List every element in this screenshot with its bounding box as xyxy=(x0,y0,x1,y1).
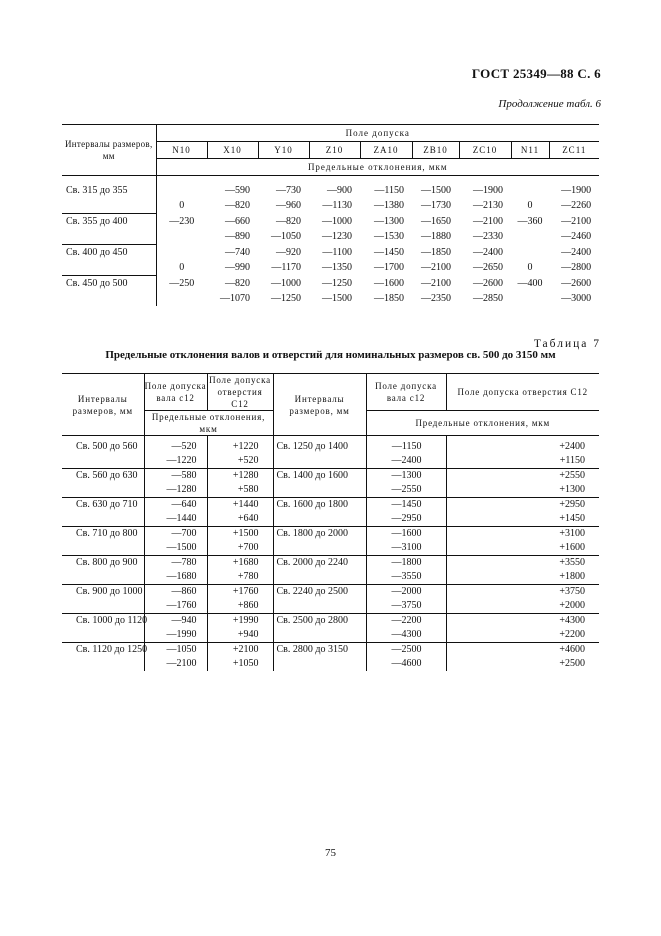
table-row xyxy=(62,599,599,614)
interval-label: Св. 1120 до 1250 xyxy=(62,643,144,658)
deviation-cell-za10: —1530 xyxy=(374,231,404,243)
hole-C12-header: Поле допуска отверстия С12 xyxy=(446,374,599,411)
table-row xyxy=(62,440,599,454)
hole-C12-value: +1990 xyxy=(207,614,273,629)
shaft-c12-value: —3100 xyxy=(366,541,446,556)
shaft-c12-value: —2950 xyxy=(366,512,446,527)
interval-label xyxy=(62,541,144,556)
deviation-cell-n11: 0 xyxy=(527,200,533,212)
table-continuation-note: Продолжение табл. 6 xyxy=(498,98,601,110)
hole-C12-value: +1440 xyxy=(207,498,273,513)
deviation-cell-zb10: —2100 xyxy=(421,277,451,289)
deviation-cell-za10: —1450 xyxy=(374,246,404,258)
interval-label xyxy=(62,628,144,643)
interval-label: Св. 2800 до 3150 xyxy=(273,643,366,658)
table-7-label: Таблица 7 xyxy=(533,338,601,350)
table-row xyxy=(62,198,599,214)
deviation-cell-zb10: —2350 xyxy=(421,293,451,304)
interval-label xyxy=(273,541,366,556)
hole-C12-value: +2950 xyxy=(446,498,599,513)
shaft-c12-value: —1680 xyxy=(144,570,207,585)
hole-C12-value: +1280 xyxy=(207,469,273,484)
deviation-cell-n11 xyxy=(511,245,549,261)
deviation-cell-zc10: —1900 xyxy=(473,185,503,196)
shaft-c12-value: —1990 xyxy=(144,628,207,643)
deviation-cell-zc10: —2330 xyxy=(473,231,503,243)
deviation-cell-n11 xyxy=(511,291,549,306)
shaft-c12-value: —520 xyxy=(144,440,207,454)
table-row xyxy=(62,527,599,542)
interval-label: Св. 2000 до 2240 xyxy=(273,556,366,571)
shaft-c12-value: —4300 xyxy=(366,628,446,643)
hole-C12-value: +940 xyxy=(207,628,273,643)
hole-C12-value: +2200 xyxy=(559,629,585,640)
hole-C12-value: +1220 xyxy=(207,440,273,454)
deviation-cell-y10: —730 xyxy=(276,185,301,196)
deviation-cell-za10: —1150 xyxy=(374,185,404,196)
interval-label xyxy=(273,570,366,585)
table-row xyxy=(62,469,599,484)
deviation-cell-zb10: —1730 xyxy=(421,200,451,212)
deviation-cell-n10 xyxy=(156,229,207,245)
deviation-cell-zb10: —1880 xyxy=(421,231,451,243)
interval-label xyxy=(273,512,366,527)
deviations-header: Предельные отклонения, мкм xyxy=(366,411,599,436)
shaft-c12-header: Поле допуска вала с12 xyxy=(144,374,207,411)
hole-C12-value: +1050 xyxy=(207,657,273,671)
shaft-c12-value: —1280 xyxy=(144,483,207,498)
hole-C12-value: +1600 xyxy=(559,542,585,553)
deviation-cell-z10: —1000 xyxy=(322,215,352,227)
deviation-cell-zb10: —1500 xyxy=(421,185,451,196)
interval-label: Св. 1800 до 2000 xyxy=(273,527,366,542)
table-row xyxy=(62,556,599,571)
interval-label xyxy=(62,483,144,498)
interval-label xyxy=(62,512,144,527)
table-row xyxy=(62,585,599,600)
deviation-cell-x10: —890 xyxy=(225,231,250,243)
deviation-cell-z10: —900 xyxy=(327,185,352,196)
hole-C12-value: +860 xyxy=(207,599,273,614)
deviation-cell-zc10: —2650 xyxy=(473,262,503,274)
table-row xyxy=(62,541,599,556)
code-header: ZC10 xyxy=(459,142,511,159)
deviation-cell-n10 xyxy=(156,291,207,306)
hole-C12-value: +4600 xyxy=(446,643,599,658)
deviation-cell-n10 xyxy=(156,245,207,261)
interval-label: Св. 355 до 400 xyxy=(62,214,156,230)
shaft-c12-value: —3550 xyxy=(366,570,446,585)
table-row xyxy=(62,183,599,198)
hole-C12-value: +1680 xyxy=(207,556,273,571)
shaft-c12-value: —780 xyxy=(144,556,207,571)
hole-C12-value: +1300 xyxy=(559,484,585,495)
interval-label xyxy=(62,291,156,306)
interval-label xyxy=(273,657,366,671)
deviation-cell-za10: —1700 xyxy=(374,262,404,274)
shaft-c12-value: —700 xyxy=(144,527,207,542)
interval-label xyxy=(62,260,156,276)
table-row xyxy=(62,291,599,306)
deviation-cell-z10: —1250 xyxy=(322,277,352,289)
deviation-cell-y10: —1000 xyxy=(271,277,301,289)
hole-C12-value: +1760 xyxy=(207,585,273,600)
table-row xyxy=(62,570,599,585)
shaft-c12-value: —1050 xyxy=(144,643,207,658)
interval-label: Св. 2240 до 2500 xyxy=(273,585,366,600)
deviations-header: Предельные отклонения, мкм xyxy=(144,411,273,436)
table-row xyxy=(62,276,599,292)
deviation-cell-za10: —1380 xyxy=(374,200,404,212)
deviation-cell-n11: 0 xyxy=(527,262,533,274)
hole-C12-value: +2550 xyxy=(446,469,599,484)
shaft-c12-value: —3750 xyxy=(366,599,446,614)
shaft-c12-value: —580 xyxy=(144,469,207,484)
interval-label: Св. 710 до 800 xyxy=(62,527,144,542)
deviation-cell-x10: —820 xyxy=(225,200,250,212)
deviation-cell-n11 xyxy=(511,229,549,245)
hole-C12-value: +780 xyxy=(207,570,273,585)
deviation-cell-x10: —820 xyxy=(225,277,250,289)
deviation-cell-zb10: —1850 xyxy=(421,246,451,258)
shaft-c12-value: —1800 xyxy=(366,556,446,571)
code-header: N10 xyxy=(156,142,207,159)
deviation-cell-n10: 0 xyxy=(179,262,185,274)
deviation-cell-za10: —1850 xyxy=(374,293,404,304)
deviation-cell-x10: —1070 xyxy=(220,293,250,304)
code-header: ZA10 xyxy=(360,142,412,159)
table-row xyxy=(62,454,599,469)
code-header: Z10 xyxy=(309,142,360,159)
shaft-c12-value: —1220 xyxy=(144,454,207,469)
deviation-cell-zc11: —2800 xyxy=(561,262,592,274)
deviation-cell-zc11: —2600 xyxy=(561,277,592,289)
deviation-cell-zc11: —2260 xyxy=(561,200,592,212)
document-reference: ГОСТ 25349—88 С. 6 xyxy=(471,66,601,81)
deviation-cell-za10: —1300 xyxy=(374,215,404,227)
interval-label xyxy=(62,599,144,614)
interval-label: Св. 1000 до 1120 xyxy=(62,614,144,629)
hole-C12-value: +580 xyxy=(207,483,273,498)
shaft-c12-value: —940 xyxy=(144,614,207,629)
shaft-c12-value: —1500 xyxy=(144,541,207,556)
deviation-cell-zc11: —2400 xyxy=(561,246,592,258)
deviation-cell-n10: 0 xyxy=(179,200,185,212)
deviation-cell-n11: —360 xyxy=(517,215,543,227)
table-row xyxy=(62,498,599,513)
interval-label: Св. 630 до 710 xyxy=(62,498,144,513)
deviation-cell-y10: —920 xyxy=(276,246,301,258)
hole-C12-value: +2000 xyxy=(559,600,585,611)
interval-label xyxy=(273,628,366,643)
code-header: ZB10 xyxy=(412,142,459,159)
interval-label: Св. 900 до 1000 xyxy=(62,585,144,600)
deviation-cell-n10: —230 xyxy=(169,215,195,227)
deviation-cell-y10: —1050 xyxy=(271,231,301,243)
table-row xyxy=(62,245,599,261)
interval-label: Св. 315 до 355 xyxy=(62,183,156,198)
deviation-cell-zc11: —3000 xyxy=(561,293,592,304)
deviations-header: Предельные отклонения, мкм xyxy=(156,159,599,176)
hole-C12-value: +2100 xyxy=(207,643,273,658)
hole-C12-value: +2400 xyxy=(559,441,585,452)
shaft-c12-value: —2100 xyxy=(144,657,207,671)
hole-C12-value: +4300 xyxy=(446,614,599,629)
deviation-cell-zc11: —2460 xyxy=(561,231,592,243)
deviation-cell-zc11: —1900 xyxy=(561,185,592,196)
deviation-cell-zc10: —2100 xyxy=(473,215,503,227)
shaft-c12-header: Поле допуска вала с12 xyxy=(366,374,446,411)
deviation-cell-zb10: —1650 xyxy=(421,215,451,227)
deviation-cell-zc10: —2130 xyxy=(473,200,503,212)
shaft-c12-value: —860 xyxy=(144,585,207,600)
interval-label: Св. 400 до 450 xyxy=(62,245,156,261)
interval-label xyxy=(62,198,156,214)
deviation-cell-x10: —740 xyxy=(225,246,250,258)
interval-label: Св. 1400 до 1600 xyxy=(273,469,366,484)
deviation-cell-x10: —590 xyxy=(225,185,250,196)
deviation-cell-y10: —960 xyxy=(276,200,301,212)
table-row xyxy=(62,483,599,498)
interval-label xyxy=(62,454,144,469)
shaft-c12-value: —1600 xyxy=(366,527,446,542)
deviation-cell-z10: —1500 xyxy=(322,293,352,304)
shaft-c12-value: —640 xyxy=(144,498,207,513)
table-row xyxy=(62,657,599,671)
tolerance-table-6 xyxy=(62,124,599,306)
deviation-cell-x10: —990 xyxy=(225,262,250,274)
hole-C12-value: +1800 xyxy=(559,571,585,582)
shaft-c12-value: —2200 xyxy=(366,614,446,629)
shaft-c12-value: —1450 xyxy=(366,498,446,513)
intervals-header: Интервалы размеров, мм xyxy=(273,374,366,436)
table-row xyxy=(62,229,599,245)
hole-C12-value: +2500 xyxy=(559,658,585,669)
table-row xyxy=(62,628,599,643)
deviation-cell-n11: —400 xyxy=(517,277,543,289)
interval-label xyxy=(62,657,144,671)
deviation-cell-za10: —1600 xyxy=(374,277,404,289)
deviation-cell-zc10: —2850 xyxy=(473,293,503,304)
table-row xyxy=(62,614,599,629)
interval-label xyxy=(273,454,366,469)
code-header: N11 xyxy=(511,142,549,159)
interval-label: Св. 1250 до 1400 xyxy=(273,440,366,454)
shaft-c12-value: —4600 xyxy=(366,657,446,671)
hole-C12-value: +520 xyxy=(207,454,273,469)
table-row xyxy=(62,214,599,230)
interval-label: Св. 500 до 560 xyxy=(62,440,144,454)
shaft-c12-value: —2400 xyxy=(366,454,446,469)
interval-label xyxy=(273,599,366,614)
hole-C12-header: Поле допуска отверстия С12 xyxy=(207,374,273,411)
deviation-cell-zb10: —2100 xyxy=(421,262,451,274)
code-header: ZC11 xyxy=(549,142,599,159)
table-row xyxy=(62,643,599,658)
code-header: Y10 xyxy=(258,142,309,159)
code-header: X10 xyxy=(207,142,258,159)
table-7-title: Предельные отклонения валов и отверстий для номинальных размеров св. 500 до 3150 мм xyxy=(105,349,556,361)
interval-label: Св. 450 до 500 xyxy=(62,276,156,292)
deviation-cell-n11 xyxy=(511,183,549,198)
deviation-cell-zc11: —2100 xyxy=(561,215,592,227)
table-row xyxy=(62,512,599,527)
deviation-cell-zc10: —2600 xyxy=(473,277,503,289)
shaft-c12-value: —1440 xyxy=(144,512,207,527)
shaft-c12-value: —1760 xyxy=(144,599,207,614)
deviation-cell-n10: —250 xyxy=(169,277,195,289)
hole-C12-value: +3750 xyxy=(446,585,599,600)
tolerance-table-7 xyxy=(62,373,599,671)
interval-label: Св. 2500 до 2800 xyxy=(273,614,366,629)
deviation-cell-z10: —1350 xyxy=(322,262,352,274)
hole-C12-value: +1450 xyxy=(559,513,585,524)
intervals-header: Интервалы размеров, мм xyxy=(62,374,144,436)
deviation-cell-y10: —1170 xyxy=(271,262,301,274)
deviation-cell-y10: —1250 xyxy=(271,293,301,304)
field-header: Поле допуска xyxy=(156,125,599,142)
deviation-cell-z10: —1100 xyxy=(322,246,352,258)
table-row xyxy=(62,260,599,276)
shaft-c12-value: —1150 xyxy=(366,440,446,454)
deviation-cell-y10: —820 xyxy=(276,215,301,227)
interval-label: Св. 800 до 900 xyxy=(62,556,144,571)
interval-label xyxy=(273,483,366,498)
hole-C12-value: +700 xyxy=(207,541,273,556)
deviation-cell-zc10: —2400 xyxy=(473,246,503,258)
intervals-header: Интервалы размеров, мм xyxy=(62,125,156,176)
deviation-cell-z10: —1130 xyxy=(322,200,352,212)
shaft-c12-value: —2550 xyxy=(366,483,446,498)
shaft-c12-value: —2000 xyxy=(366,585,446,600)
deviation-cell-z10: —1230 xyxy=(322,231,352,243)
page-number: 75 xyxy=(325,847,336,859)
shaft-c12-value: —1300 xyxy=(366,469,446,484)
hole-C12-value: +3100 xyxy=(446,527,599,542)
deviation-cell-n10 xyxy=(156,183,207,198)
interval-label xyxy=(62,570,144,585)
hole-C12-value: +1500 xyxy=(207,527,273,542)
interval-label: Св. 1600 до 1800 xyxy=(273,498,366,513)
deviation-cell-x10: —660 xyxy=(225,215,250,227)
hole-C12-value: +640 xyxy=(207,512,273,527)
interval-label xyxy=(62,229,156,245)
shaft-c12-value: —2500 xyxy=(366,643,446,658)
hole-C12-value: +1150 xyxy=(559,455,585,466)
hole-C12-value: +3550 xyxy=(446,556,599,571)
interval-label: Св. 560 до 630 xyxy=(62,469,144,484)
